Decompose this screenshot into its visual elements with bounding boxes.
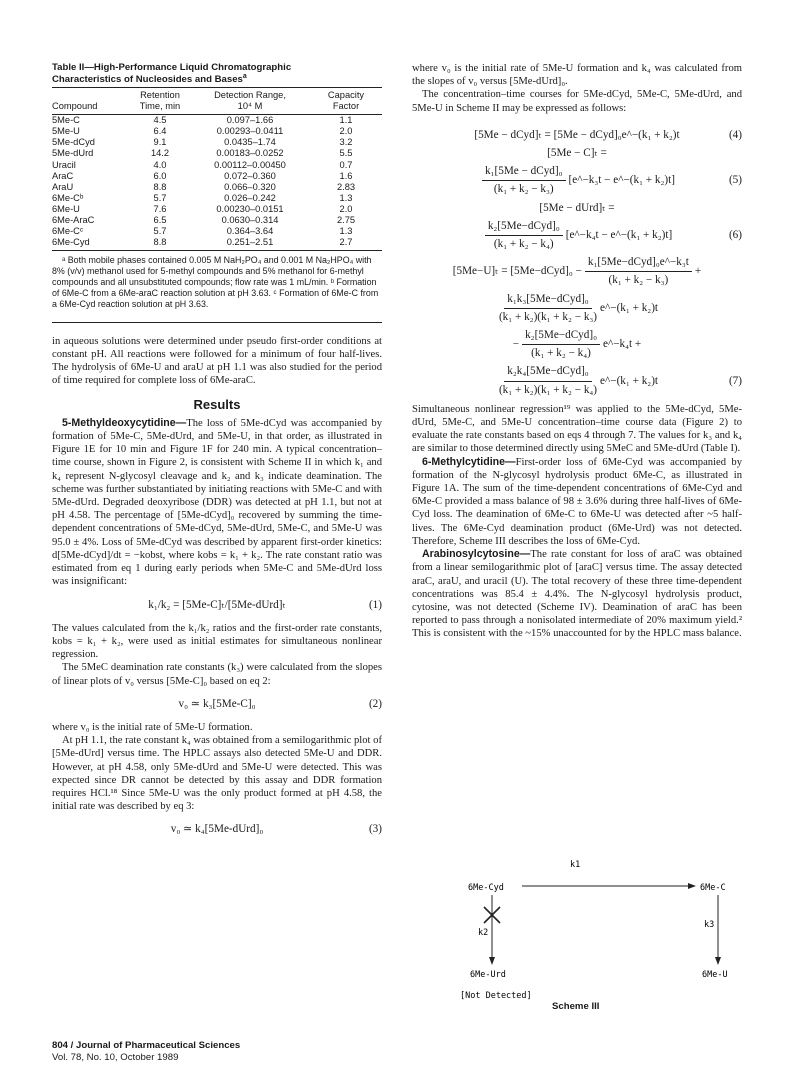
equation-1: k₁/k₂ = [5Me-C]ₜ/[5Me-dUrd]ₜ (1) <box>148 598 382 611</box>
scheme-k3-label: k3 <box>704 920 715 930</box>
cell-capacity: 1.6 <box>339 170 353 181</box>
cell-capacity: 2.0 <box>339 126 353 137</box>
paragraph-k1k2: The values calculated from the k₁/k₂ ratios and the first-order rate constants, kobs = k₁ + k₂, were used as initial estimates for simultaneous nonlinear regression. <box>52 622 382 661</box>
cell-range: 0.0435–1.74 <box>224 137 276 148</box>
table-row <box>52 215 382 226</box>
cell-range: 0.00183–0.0252 <box>216 148 284 159</box>
cell-capacity: 1.1 <box>339 115 353 126</box>
scheme-iii-diagram <box>460 855 760 1005</box>
table-title: Table II—High-Performance Liquid Chromatographic Characteristics of Nucleosides and Bases$^a$ <box>52 62 292 85</box>
cell-capacity: 3.2 <box>339 137 353 148</box>
cell-range: 0.00293–0.0411 <box>216 126 284 137</box>
cell-capacity: 2.75 <box>336 215 356 226</box>
cell-range: 0.364–3.64 <box>226 226 274 237</box>
col-compound: Compound <box>52 88 130 115</box>
cell-retention: 4.0 <box>153 159 167 170</box>
left-column <box>52 62 382 847</box>
cell-retention: 5.7 <box>153 192 167 203</box>
cell-compound: 5Me-U <box>52 126 80 137</box>
cell-capacity: 2.0 <box>339 203 353 214</box>
cell-retention: 9.1 <box>153 137 167 148</box>
cell-range: 0.026–0.242 <box>224 192 276 203</box>
cell-capacity: 2.83 <box>336 181 356 192</box>
paragraph-5medcyd: 5-Methyldeoxycytidine—The loss of 5Me-dCyd was accompanied by formation of 5Me-C, 5Me-dUrd, and 5Me-U, in that order, as illustrated in Figure 1E for 10 min and Figure 1F for 240 min. A typical concentration–time course, shown in Figure 2, is consistent with Scheme II in which k₁ and k₄ represent N-glycosyl cleavage and k₂ and k₃ indicate deamination. The scheme was further substantiated by initiating reactions with 5Me-C and with 5Me-dUrd. Degraded deoxyribose (DDR) was detected at pH 1.1, but not at pH 4.58. The percentage of [5Me-dCyd]₀ recovered by summing the time-dependent concentrations of 5Me-dCyd, 5Me-dUrd, 5Me-C, and 5Me-U was 95.0 ± 4%. Loss of 5Me-dCyd was described by apparent first-order kinetics: d[5Me-dCyd]/dt = −kobst, where kobs = k₁ + k₂. The rate constant ratio was estimated from eq 1 during early periods when 5Me-C and 5Me-dUrd loss was insignificant: <box>52 416 382 588</box>
paragraph-right-1: where v₀ is the initial rate of 5Me-U formation and k₄ was calculated from the slopes of v₀ versus [5Me-dUrd]₀. <box>412 63 742 88</box>
results-heading: Results <box>193 396 241 412</box>
table-row <box>52 171 382 182</box>
cell-compound: 6Me-Cyd <box>52 237 130 251</box>
equation-6-lhs: [5Me − dUrd]ₜ = <box>539 201 615 214</box>
cell-range: 0.066–0.320 <box>224 181 276 192</box>
cell-retention: 8.8 <box>153 181 167 192</box>
equation-2: v₀ ≃ k₃[5Me-C]₀ (2) <box>178 697 382 710</box>
scheme-node-6me-urd: 6Me-Urd <box>470 970 506 980</box>
table-row <box>52 193 382 204</box>
scheme-arrowhead-k3 <box>715 957 721 965</box>
scheme-node-6me-u: 6Me-U <box>702 970 728 980</box>
table-row <box>52 160 382 171</box>
cell-range: 0.097–1.66 <box>226 115 274 126</box>
cell-compound: 6Me-AraC <box>52 215 95 226</box>
table-row <box>52 204 382 215</box>
table-row <box>52 126 382 137</box>
cell-compound: Uracil <box>52 159 76 170</box>
equation-5-lhs: [5Me − C]ₜ = <box>547 147 607 160</box>
cell-retention: 6.0 <box>153 170 167 181</box>
col-range: Detection Range, 10⁴ M <box>190 88 310 115</box>
table-footnote: ᵃ Both mobile phases contained 0.005 M NaH₂PO₄ and 0.001 M Na₂HPO₄ with 8% (v/v) methanol used for 5-methyl compounds and 5% methanol for 6-methyl compounds and all unsubstituted compounds; flow rate was 1 mL/min. ᵇ Formation of 6Me-C from a 6Me-araC reaction solution at pH 3.63. ᶜ Formation of 6Me-C from a 6Me-Cyd reaction solution at pH 3.63. <box>52 255 379 309</box>
equation-7-line4: $\frac{\text{k₂k₄[5Me−dCyd]₀}}{\text{(k₁ + k₂)(k₁ + k₂ − k₄)}}$ e^−(k₁ + k₂)t (7) <box>498 365 742 396</box>
paragraph-k3: The 5MeC deamination rate constants (k₃) were calculated from the slopes of linear plots of v₀ versus [5Me-C]₀ based on eq 2: <box>52 662 382 687</box>
paragraph-arac: Arabinosylcytosine—The rate constant for loss of araC was obtained from a linear semilogarithmic plot of [araC] versus time. The assay detected araC, araU, and uracil (U). The total recovery of these three time-dependent concentrations was 85.4 ± 4.4%. The N-glycosyl hydrolysis product, cytosine, was not detected (Scheme IV). Deamination of araC has been reported to pass through a nonisolated intermediate of 20% maximum yield.² This is consistent with the ~15% unaccounted for by the HPLC mass balance. <box>412 548 742 640</box>
table-row <box>52 115 382 127</box>
equation-6: $\frac{\text{k₂[5Me−dCyd]₀}}{\text{(k₁ + k₂ − k₄)}}$ [e^−k₄t − e^−(k₁ + k₂)t] (6) <box>412 220 742 251</box>
paragraph-6mecyd: 6-Methylcytidine—First-order loss of 6Me-Cyd was accompanied by formation of the N-glycosyl hydrolysis product 6Me-C, as illustrated in Figure 1A. The sum of the time-dependent concentrations of 6Me-Cyd and 6Me-C provided a mass balance of 98 ± 3.6% during three half-lives of 6Me-Cyd loss. The deamination of 6Me-C to 6Me-U was detected after ~5 half-lives. The 6Me-Cyd deamination product (6Me-Urd) was not detected. Therefore, Scheme III describes the loss of 6Me-Cyd. <box>412 455 742 547</box>
cell-compound: 6Me-Cᶜ <box>52 226 84 237</box>
cell-compound: AraC <box>52 170 74 181</box>
cell-retention: 5.7 <box>153 226 167 237</box>
table-row <box>52 237 382 251</box>
cell-range: 0.072–0.360 <box>224 170 276 181</box>
cell-range: 0.0630–0.314 <box>221 215 279 226</box>
cell-compound: AraU <box>52 181 74 192</box>
cell-compound: 6Me-U <box>52 203 80 214</box>
col-retention: Retention Time, min <box>130 88 190 115</box>
divider <box>52 322 382 323</box>
scheme-not-detected: [Not Detected] <box>460 991 532 1001</box>
paragraph-right-2: The concentration–time courses for 5Me-dCyd, 5Me-C, 5Me-dUrd, and 5Me-U in Scheme II may be expressed as follows: <box>412 89 742 114</box>
scheme-arrowhead-k1 <box>688 883 696 889</box>
cell-capacity: 0.7 <box>339 159 353 170</box>
equation-3: v₀ ≃ k₄[5Me-dUrd]₀ (3) <box>170 823 382 836</box>
paragraph-regression: Simultaneous nonlinear regression¹⁹ was applied to the 5Me-dCyd, 5Me-dUrd, 5Me-C, and 5Me-U concentration–time course data (Figure 2) to evaluate the rate constants based on eqs 4 through 7. The values for k₃ and k₄ are similar to those determined directly using 5MeC and 5Me-dUrd (Table I). <box>412 403 742 455</box>
cell-capacity: 2.7 <box>310 237 382 251</box>
table-row <box>52 137 382 148</box>
cell-retention: 6.5 <box>153 215 167 226</box>
scheme-node-6me-cyd: 6Me-Cyd <box>468 883 504 893</box>
col-capacity: Capacity Factor <box>310 88 382 115</box>
equation-7-line3: − $\frac{\text{k₂[5Me−dCyd]₀}}{\text{(k₁ + k₂ − k₄)}}$ e^−k₄t + <box>512 329 642 360</box>
paragraph-k4: At pH 1.1, the rate constant k₄ was obtained from a semilogarithmic plot of [5Me-dUrd] versus time. The HPLC assays also detected 5Me-U and DDR. However, at pH 4.58, only 5Me-dUrd and 5Me-U were detected. This was expected since DR cannot be detected by this assay and DDR formation requires HCl.¹⁸ Since 5Me-U was the only product formed at pH 4.58, the initial rate was described by eq 3: <box>52 735 382 813</box>
scheme-caption: Scheme III <box>552 1001 600 1012</box>
cell-range: 0.00112–0.00450 <box>214 159 286 170</box>
paragraph-v0: where v₀ is the initial rate of 5Me-U formation. <box>52 721 253 733</box>
equation-5: $\frac{\text{k₁[5Me − dCyd]₀}}{\text{(k₁ + k₂ − k₃)}}$ [e^−k₃t − e^−(k₁ + k₂)t] (5) <box>412 165 742 196</box>
equation-7-line2: $\frac{\text{k₁k₃[5Me−dCyd]₀}}{\text{(k₁ + k₂)(k₁ + k₂ − k₃)}}$ e^−(k₁ + k₂)t <box>498 292 659 323</box>
table-row <box>52 182 382 193</box>
scheme-k1-label: k1 <box>570 860 581 870</box>
cell-capacity: 1.3 <box>339 226 353 237</box>
cell-retention: 4.5 <box>153 115 167 126</box>
cell-retention: 7.6 <box>153 203 167 214</box>
equation-4: [5Me − dCyd]ₜ = [5Me − dCyd]₀e^−(k₁ + k₂)t (4) <box>474 128 742 141</box>
table-row <box>52 148 382 159</box>
scheme-arrowhead-k2 <box>489 957 495 965</box>
cell-compound: 5Me-dUrd <box>52 148 94 159</box>
cell-capacity: 1.3 <box>339 192 353 203</box>
table-row <box>52 226 382 237</box>
journal-footer: 804 / Journal of Pharmaceutical Sciences Vol. 78, No. 10, October 1989 <box>52 1040 241 1063</box>
right-column <box>412 62 742 641</box>
scheme-k2-label: k2 <box>478 928 489 938</box>
cell-compound: 6Me-Cᵇ <box>52 192 84 203</box>
equation-7-line1: [5Me−U]ₜ = [5Me−dCyd]₀ − $\frac{\text{k₁[5Me−dCyd]₀e\textasciicircum{}−k₃t}}{\text{(k₁ + k₂ − k₃)}}$ + <box>452 256 702 287</box>
cell-range: 0.251–2.51 <box>190 237 310 251</box>
paragraph-intro: in aqueous solutions were determined under pseudo first-order conditions at constant pH. All reactions were followed for a minimum of four half-lives. The hydrolysis of 6Me-U and araU at pH 1.1 was also studied for the period of time required for complete loss of 6Me-araC. <box>52 335 382 387</box>
hplc-table <box>52 87 382 251</box>
cell-retention: 6.4 <box>153 126 167 137</box>
cell-compound: 5Me-C <box>52 115 80 126</box>
scheme-node-6me-c: 6Me-C <box>700 883 726 893</box>
cell-retention: 8.8 <box>130 237 190 251</box>
cell-retention: 14.2 <box>150 148 170 159</box>
cell-compound: 5Me-dCyd <box>52 137 95 148</box>
cell-capacity: 5.5 <box>339 148 353 159</box>
cell-range: 0.00230–0.0151 <box>216 203 284 214</box>
